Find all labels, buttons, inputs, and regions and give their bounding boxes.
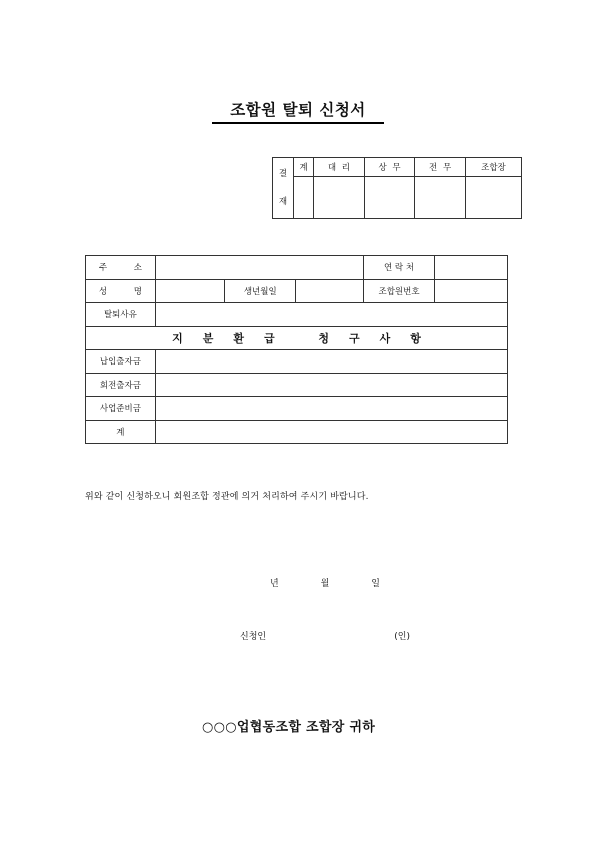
address-field[interactable]: [155, 256, 363, 280]
reason-label: 탈퇴사유: [86, 303, 156, 327]
approval-header-managing-director: 전 무: [415, 158, 466, 177]
rotating-capital-label: 회전출자금: [86, 373, 156, 397]
applicant-label: 신청인: [240, 632, 267, 642]
seal-placeholder: (인): [394, 632, 410, 642]
date-year-label: 년: [270, 579, 279, 589]
birthdate-label: 생년월일: [225, 279, 296, 303]
refund-section-title: 지분환급 청구사항: [86, 326, 508, 350]
paid-capital-field[interactable]: [155, 350, 507, 374]
member-number-label: 조합원번호: [363, 279, 435, 303]
business-reserve-field[interactable]: [155, 397, 507, 421]
reason-field[interactable]: [155, 303, 507, 327]
date-day-label: 일: [371, 579, 380, 589]
paid-capital-label: 납입출자금: [86, 350, 156, 374]
approval-table: [272, 157, 522, 219]
address-label: 주 소: [86, 256, 156, 280]
approval-side-label: [273, 158, 294, 219]
approval-side-top: 결: [278, 169, 288, 179]
approval-header-clerk: 계: [294, 158, 314, 177]
request-statement: 위와 같이 신청하오니 회원조합 정관에 의거 처리하여 주시기 바랍니다.: [85, 492, 369, 502]
contact-label: 연 락 처: [363, 256, 435, 280]
business-reserve-label: 사업준비금: [86, 397, 156, 421]
name-label: 성 명: [86, 279, 156, 303]
approval-sign-clerk[interactable]: [294, 177, 314, 219]
approval-header-executive: 상 무: [364, 158, 415, 177]
member-number-field[interactable]: [435, 279, 508, 303]
approval-sign-deputy[interactable]: [314, 177, 365, 219]
document-title: 조합원 탈퇴 신청서: [212, 100, 384, 124]
date-month-label: 월: [320, 579, 330, 589]
addressee: ○○○업협동조합 조합장 귀하: [202, 720, 376, 735]
contact-field[interactable]: [435, 256, 508, 280]
rotating-capital-field[interactable]: [155, 373, 507, 397]
applicant-line: [240, 629, 410, 642]
approval-side-bottom: 재: [278, 197, 288, 207]
approval-sign-chairman[interactable]: [465, 177, 521, 219]
date-line: [270, 576, 380, 589]
total-field[interactable]: [155, 420, 507, 444]
approval-header-deputy: 대 리: [314, 158, 365, 177]
approval-header-chairman: 조합장: [465, 158, 521, 177]
approval-sign-executive[interactable]: [364, 177, 415, 219]
application-form-table: [85, 255, 508, 444]
approval-sign-managing-director[interactable]: [415, 177, 466, 219]
total-label: 계: [86, 420, 156, 444]
birthdate-field[interactable]: [296, 279, 364, 303]
name-field[interactable]: [155, 279, 225, 303]
